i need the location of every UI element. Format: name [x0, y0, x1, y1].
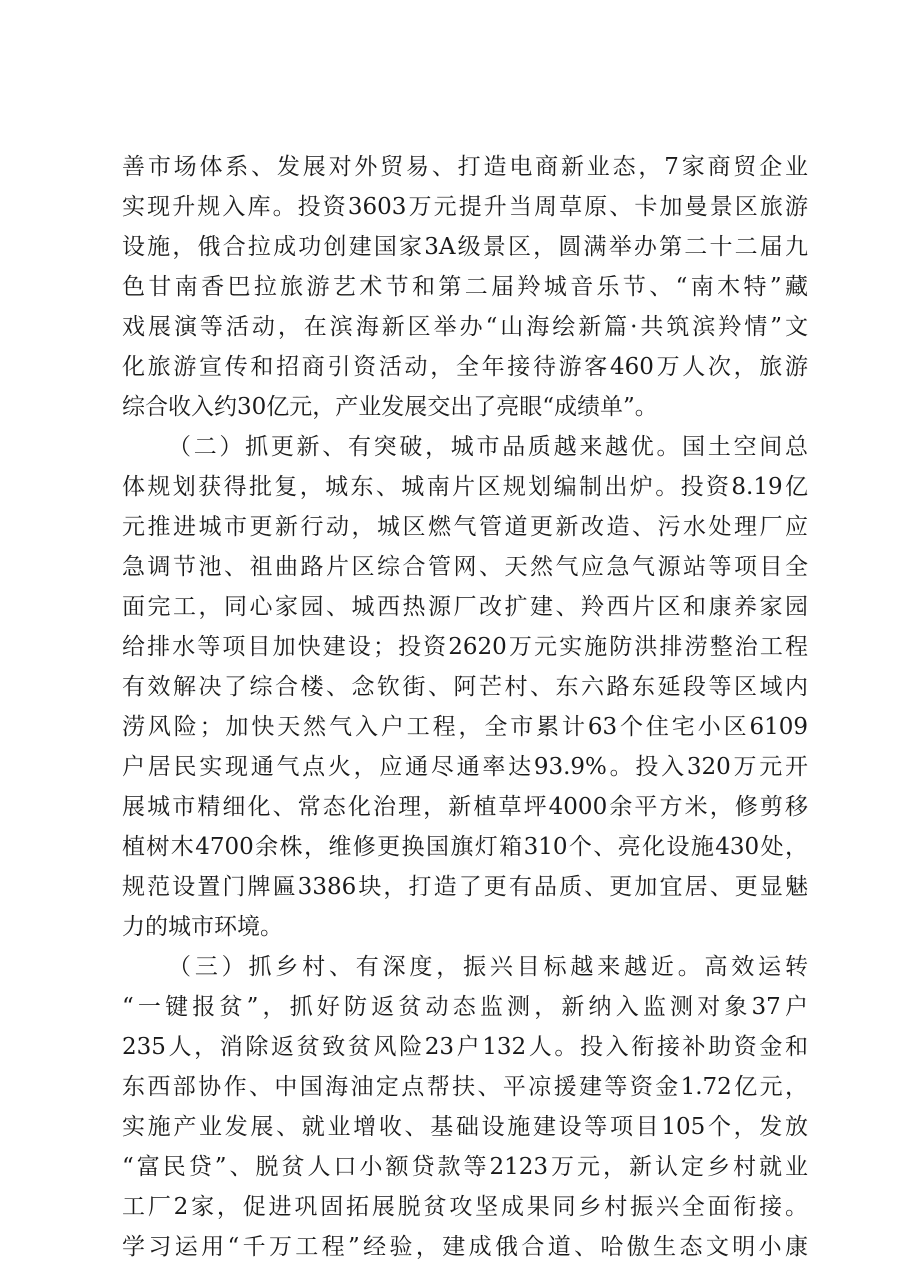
text-line: 力的城市环境。	[122, 914, 283, 940]
text-line: 规范设置门牌匾3386块，打造了更有品质、更加宜居、更显魅	[122, 874, 808, 900]
text-line: “富民贷”、脱贫人口小额贷款等2123万元，新认定乡村就业	[122, 1154, 808, 1180]
text-line: “一键报贫”，抓好防返贫动态监测，新纳入监测对象37户	[122, 994, 808, 1020]
text-line: 有效解决了综合楼、念钦街、阿芒村、东六路东延段等区域内	[122, 674, 808, 700]
text-line: 实现升规入库。投资3603万元提升当周草原、卡加曼景区旅游	[122, 194, 808, 220]
text-line: 综合收入约30亿元，产业发展交出了亮眼“成绩单”。	[122, 394, 658, 420]
text-line: 色甘南香巴拉旅游艺术节和第二届羚城音乐节、“南木特”藏	[122, 274, 808, 300]
text-line: 元推进城市更新行动，城区燃气管道更新改造、污水处理厂应	[122, 514, 808, 540]
text-line: 展城市精细化、常态化治理，新植草坪4000余平方米，修剪移	[122, 794, 808, 820]
text-line: 学习运用“千万工程”经验，建成俄合道、哈傲生态文明小康	[122, 1234, 808, 1260]
text-line: 户居民实现通气点火，应通尽通率达93.9%。投入320万元开	[122, 754, 808, 780]
text-line: 设施，俄合拉成功创建国家3A级景区，圆满举办第二十二届九	[122, 234, 808, 260]
text-line: 235人，消除返贫致贫风险23户132人。投入衔接补助资金和	[122, 1034, 808, 1060]
text-line: 实施产业发展、就业增收、基础设施建设等项目105个，发放	[122, 1114, 808, 1140]
text-line: 东西部协作、中国海油定点帮扶、平凉援建等资金1.72亿元，	[122, 1074, 808, 1100]
text-line: 戏展演等活动，在滨海新区举办“山海绘新篇·共筑滨羚情”文	[122, 314, 808, 340]
section-heading-line: （三）抓乡村、有深度，振兴目标越来越近。高效运转	[168, 954, 808, 980]
text-line: 体规划获得批复，城东、城南片区规划编制出炉。投资8.19亿	[122, 474, 808, 500]
text-line: 急调节池、祖曲路片区综合管网、天然气应急气源站等项目全	[122, 554, 808, 580]
text-line: 植树木4700余株，维修更换国旗灯箱310个、亮化设施430处，	[122, 834, 808, 860]
section-heading-line: （二）抓更新、有突破，城市品质越来越优。国土空间总	[168, 434, 808, 460]
text-line: 善市场体系、发展对外贸易、打造电商新业态，7家商贸企业	[122, 154, 808, 180]
text-line: 涝风险；加快天然气入户工程，全市累计63个住宅小区6109	[122, 714, 808, 740]
text-line: 化旅游宣传和招商引资活动，全年接待游客460万人次，旅游	[122, 354, 808, 380]
text-line: 面完工，同心家园、城西热源厂改扩建、羚西片区和康养家园	[122, 594, 808, 620]
text-line: 给排水等项目加快建设；投资2620万元实施防洪排涝整治工程	[122, 634, 808, 660]
text-line: 工厂2家，促进巩固拓展脱贫攻坚成果同乡村振兴全面衔接。	[122, 1194, 808, 1220]
